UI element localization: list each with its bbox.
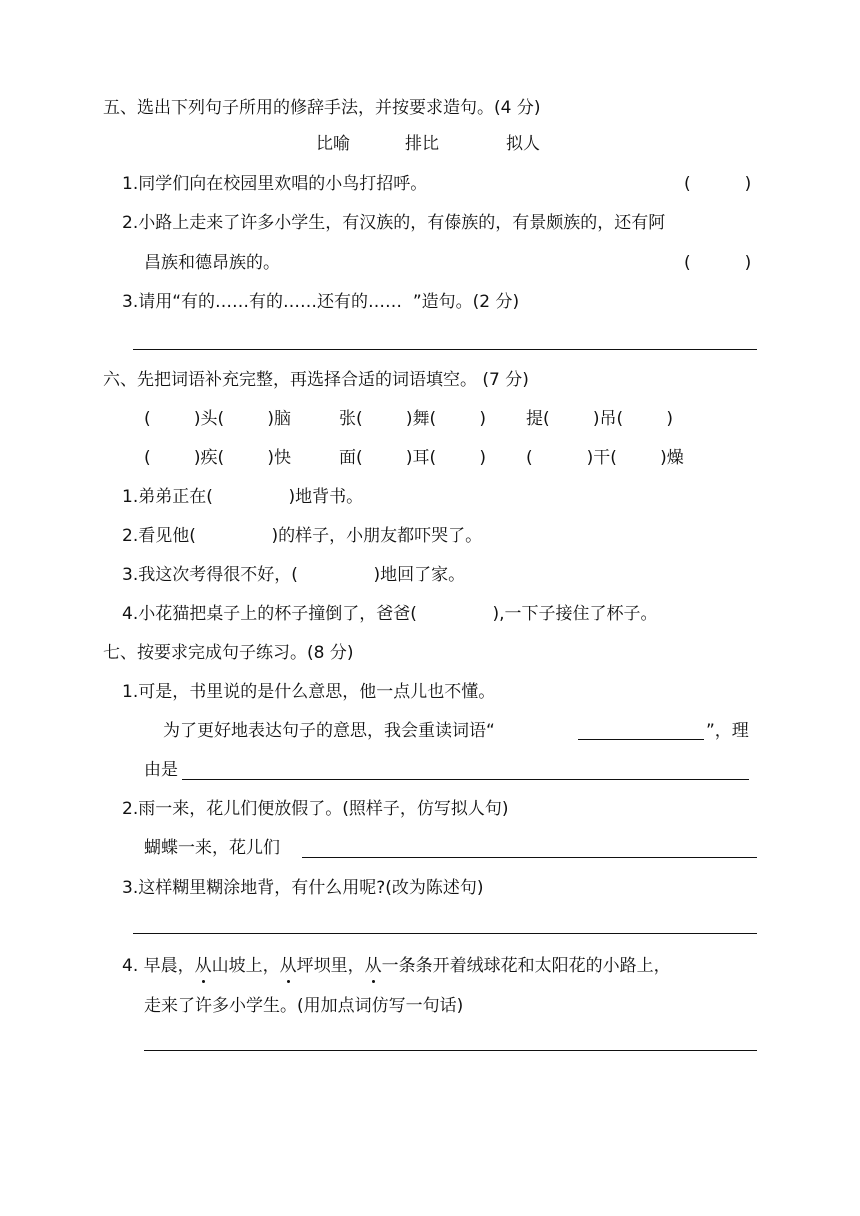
sec6-question-2: 2.看见他( )的样子，小朋友都吓哭了。 <box>122 526 483 546</box>
sec7-q1-prompt: 为了更好地表达句子的意思，我会重读词语“ <box>163 721 495 741</box>
statement-blank[interactable] <box>133 933 757 934</box>
idiom-2: 张( )舞( ) <box>339 409 486 429</box>
option-metaphor: 比喻 <box>316 134 350 154</box>
sec7-question-4-line-2: 走来了许多小学生。(用加点词仿写一句话) <box>144 996 464 1016</box>
sec5-question-2-line-1: 2.小路上走来了许多小学生，有汉族的，有傣族的，有景颇族的，还有阿 <box>122 213 666 233</box>
sec5-answer-paren-1: ( ) <box>684 174 752 194</box>
sec7-question-3: 3.这样糊里糊涂地背，有什么用呢?(改为陈述句) <box>122 878 484 898</box>
idiom-5: 面( )耳( ) <box>339 448 486 468</box>
sec7-q1-prompt-end: ”，理 <box>706 721 749 741</box>
section-6-title: 六、先把词语补充完整，再选择合适的词语填空。 (7 分) <box>103 370 529 390</box>
personification-blank[interactable] <box>302 857 757 858</box>
sec5-question-3: 3.请用“有的……有的……还有的…… ”造句。(2 分) <box>122 292 520 312</box>
sec6-question-1: 1.弟弟正在( )地背书。 <box>122 487 364 507</box>
option-personification: 拟人 <box>506 134 540 154</box>
imitation-blank[interactable] <box>144 1050 757 1051</box>
sec7-q2-prompt: 蝴蝶一来，花儿们 <box>144 838 280 858</box>
idiom-1: ( )头( )脑 <box>144 409 291 429</box>
sec7-question-4-line-1: 4. 早晨，从山坡上，从坪坝里，从一条条开着绒球花和太阳花的小路上， <box>122 956 671 976</box>
sec5-question-1: 1.同学们向在校园里欢唱的小鸟打招呼。 <box>122 174 428 194</box>
reread-word-blank[interactable] <box>578 739 704 740</box>
idiom-4: ( )疾( )快 <box>144 448 291 468</box>
dotted-char-2: 从 <box>279 956 297 976</box>
dotted-char-3: 从 <box>364 956 382 976</box>
idiom-3: 提( )吊( ) <box>526 409 673 429</box>
sec6-question-4: 4.小花猫把桌子上的杯子撞倒了，爸爸( ),一下子接住了杯子。 <box>122 604 658 624</box>
sec5-answer-paren-2: ( ) <box>684 253 752 273</box>
reason-blank[interactable] <box>182 779 749 780</box>
sec7-question-1: 1.可是，书里说的是什么意思，他一点儿也不懂。 <box>122 682 496 702</box>
section-7-title: 七、按要求完成句子练习。(8 分) <box>103 643 354 663</box>
sec5-answer-line[interactable] <box>133 349 757 350</box>
option-parallelism: 排比 <box>405 134 439 154</box>
sec5-question-2-line-2: 昌族和德昂族的。 <box>144 253 280 273</box>
sec6-question-3: 3.我这次考得很不好，( )地回了家。 <box>122 565 466 585</box>
sec7-question-2: 2.雨一来，花儿们便放假了。(照样子，仿写拟人句) <box>122 799 509 819</box>
dotted-char-1: 从 <box>194 956 212 976</box>
idiom-6: ( )干( )燥 <box>526 448 684 468</box>
section-5-title: 五、选出下列句子所用的修辞手法，并按要求造句。(4 分) <box>103 98 541 118</box>
sec7-q1-reason-label: 由是 <box>144 760 178 780</box>
